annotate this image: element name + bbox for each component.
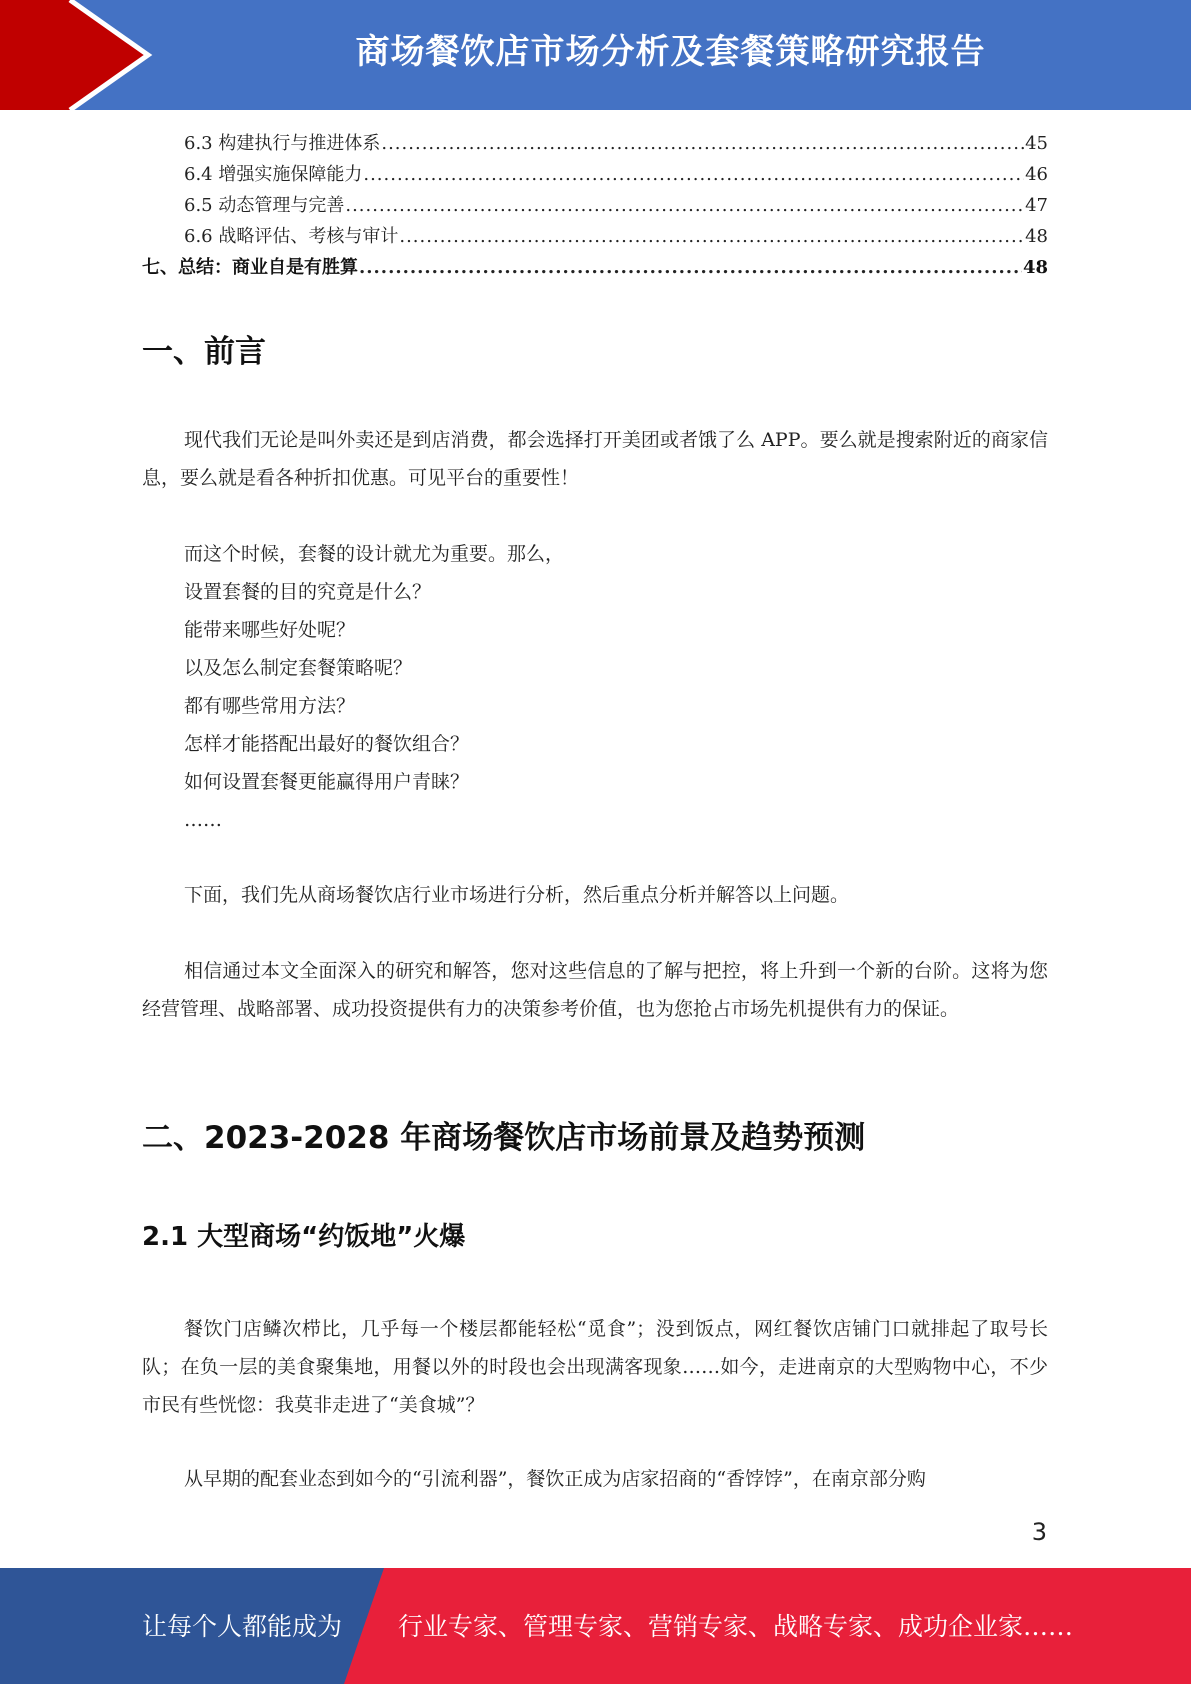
- toc-entry[interactable]: [142, 252, 1048, 283]
- toc-entry-page: 47: [1025, 195, 1048, 216]
- subsection-heading: 2.1 大型商场“约饭地”火爆: [142, 1222, 466, 1252]
- toc-entry-page: 45: [1025, 133, 1048, 154]
- question-line: 怎样才能搭配出最好的餐饮组合？: [184, 733, 470, 755]
- toc-entry[interactable]: [142, 221, 1048, 252]
- question-line: 设置套餐的目的究竟是什么？: [184, 581, 432, 603]
- section-heading-preface: 一、前言: [142, 334, 266, 370]
- question-line: 以及怎么制定套餐策略呢？: [184, 657, 413, 679]
- toc-entry[interactable]: [142, 190, 1048, 221]
- toc-entry[interactable]: [142, 159, 1048, 190]
- paragraph: 下面，我们先从商场餐饮店行业市场进行分析，然后重点分析并解答以上问题。: [184, 884, 850, 906]
- toc-entry-label: 6.4 增强实施保障能力: [184, 164, 363, 185]
- question-line: 而这个时候，套餐的设计就尤为重要。那么，: [184, 543, 565, 565]
- toc-entry-page: 48: [1022, 257, 1048, 278]
- toc-entry-label: 6.5 动态管理与完善: [184, 195, 345, 216]
- toc-entry-label: 6.3 构建执行与推进体系: [184, 133, 381, 154]
- question-line: 能带来哪些好处呢？: [184, 619, 356, 641]
- toc-leader: [363, 159, 1024, 190]
- question-line: ……: [184, 809, 222, 831]
- question-line: 如何设置套餐更能赢得用户青睐？: [184, 771, 470, 793]
- paragraph: 从早期的配套业态到如今的“引流利器”，餐饮正成为店家招商的“香饽饽”，在南京部分购: [184, 1468, 926, 1490]
- question-list: [184, 535, 564, 839]
- paragraph: 餐饮门店鳞次栉比，几乎每一个楼层都能轻松“觅食”；没到饭点，网红餐饮店铺门口就排起了取号长队；在负一层的美食聚集地，用餐以外的时段也会出现满客现象……如今，走进南京的大型购物中心，不少市民有些恍惚：我莫非走进了“美食城”？: [142, 1318, 1048, 1416]
- page-footer: [0, 1568, 1191, 1684]
- paragraph: 相信通过本文全面深入的研究和解答，您对这些信息的了解与把控，将上升到一个新的台阶。这将为您经营管理、战略部署、成功投资提供有力的决策参考价值，也为您抢占市场先机提供有力的保证。: [142, 960, 1048, 1020]
- toc-leader: [359, 252, 1022, 283]
- toc-entry-page: 46: [1025, 164, 1048, 185]
- paragraph: 现代我们无论是叫外卖还是到店消费，都会选择打开美团或者饿了么 APP。要么就是搜索附近的商家信息，要么就是看各种折扣优惠。可见平台的重要性！: [142, 429, 1048, 489]
- toc-entry-page: 48: [1025, 226, 1048, 247]
- footer-slogan-right: 行业专家、管理专家、营销专家、战略专家、成功企业家……: [398, 1612, 1074, 1641]
- page-number: 3: [1031, 1518, 1047, 1546]
- question-line: 都有哪些常用方法？: [184, 695, 356, 717]
- toc-entry-label: 6.6 战略评估、考核与审计: [184, 226, 399, 247]
- report-title: 商场餐饮店市场分析及套餐策略研究报告: [355, 32, 986, 72]
- footer-slogan-left: 让每个人都能成为: [142, 1612, 343, 1641]
- table-of-contents: [142, 128, 1048, 283]
- toc-leader: [381, 128, 1024, 159]
- page-header: [0, 0, 1191, 110]
- toc-leader: [345, 190, 1024, 221]
- toc-entry-label: 七、总结：商业自是有胜算: [142, 257, 358, 278]
- section-heading-forecast: 二、2023-2028 年商场餐饮店市场前景及趋势预测: [142, 1120, 866, 1156]
- toc-entry[interactable]: [142, 128, 1048, 159]
- toc-leader: [399, 221, 1024, 252]
